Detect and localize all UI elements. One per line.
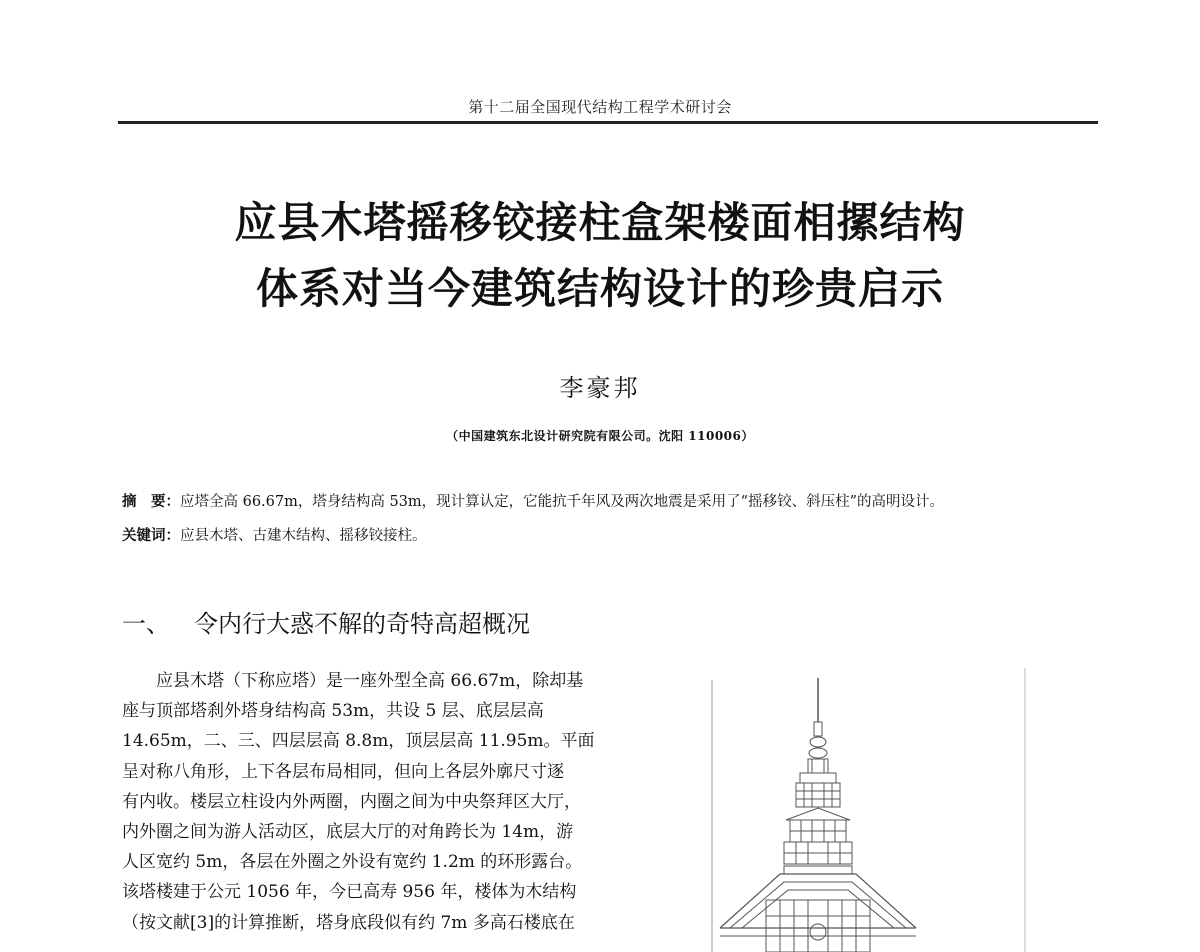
body-line: 内外圈之间为游人活动区，底层大厅的对角跨长为 14m，游: [122, 821, 574, 842]
paper-title-line-1: 应县木塔摇移铰接柱盒架楼面相摞结构: [234, 198, 966, 247]
body-line: 应县木塔（下称应塔）是一座外型全高 66.67m，除却基: [122, 671, 584, 691]
running-header: 第十二届全国现代结构工程学术研讨会: [468, 98, 732, 116]
author-name: 李豪邦: [559, 374, 641, 402]
author-affiliation: （中国建筑东北设计研究院有限公司。沈阳 110006）: [446, 429, 754, 443]
body-line: 有内收。楼层立柱设内外两圈，内圈之间为中央祭拜区大厅，: [122, 791, 581, 812]
keywords-text: 应县木塔、古建木结构、摇移铰接柱。: [180, 528, 427, 544]
section-heading: [122, 604, 530, 639]
body-line: （按文献[3]的计算推断，塔身底段似有约 7m 多高石楼底在: [122, 912, 575, 933]
header-rule: [118, 121, 1098, 124]
body-line: 人区宽约 5m，各层在外圈之外设有宽约 1.2m 的环形露台。: [122, 852, 583, 873]
section-title: 令内行大惑不解的奇特高超概况: [194, 610, 530, 638]
abstract-label: 摘 要：: [122, 493, 180, 510]
keywords-label: 关键词：: [122, 527, 180, 544]
keywords: [122, 524, 1112, 545]
body-line: 14.65m，二、三、四层层高 8.8m，顶层层高 11.95m。平面: [122, 731, 595, 752]
body-line: 座与顶部塔刹外塔身结构高 53m，共设 5 层、底层层高: [122, 701, 544, 722]
pagoda-elevation-figure: [680, 660, 1030, 952]
paper-title-line-2: 体系对当今建筑结构设计的珍贵启示: [255, 264, 944, 313]
abstract: [122, 490, 1112, 511]
body-line: 呈对称八角形，上下各层布局相同，但向上各层外廓尺寸逐: [122, 761, 564, 782]
body-paragraph: [122, 666, 667, 938]
section-number: 一、: [122, 610, 170, 638]
abstract-text: 应塔全高 66.67m，塔身结构高 53m，现计算认定，它能抗千年风及两次地震是采用了“摇移铰、斜压柱”的高明设计。: [180, 494, 945, 510]
body-line: 该塔楼建于公元 1056 年，今已高寿 956 年，楼体为木结构: [122, 882, 577, 903]
